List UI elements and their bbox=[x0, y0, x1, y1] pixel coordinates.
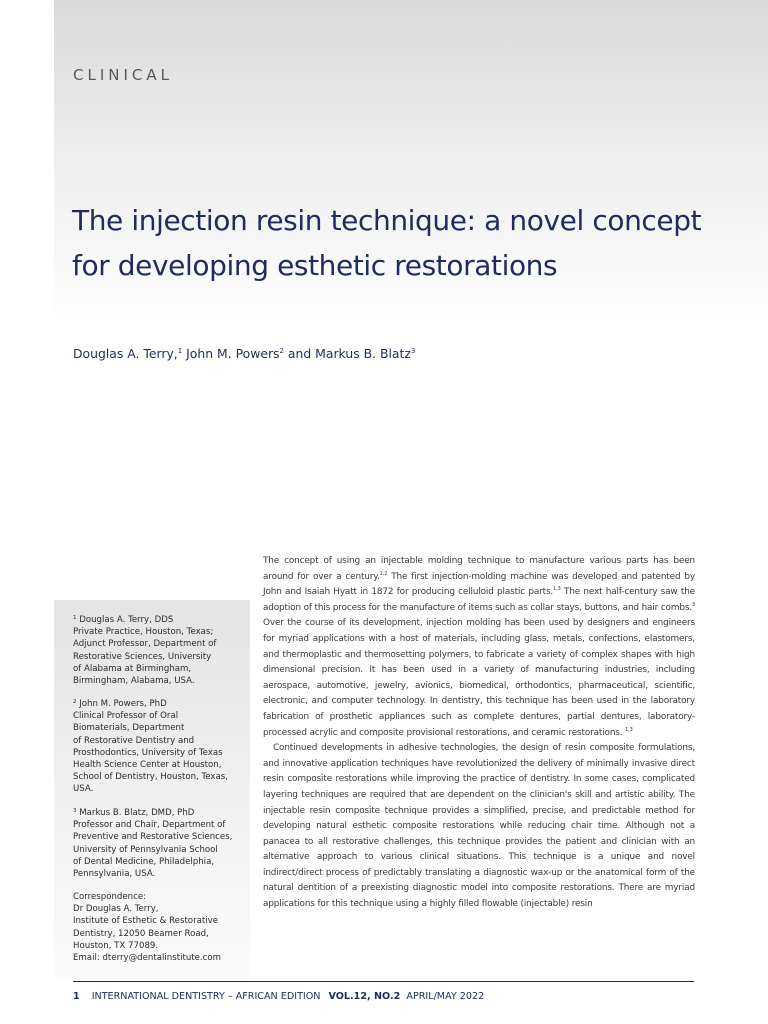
page-number: 1 bbox=[73, 991, 80, 1002]
affiliation-line: Professor and Chair, Department of bbox=[73, 820, 226, 831]
affiliation-line: Restorative Sciences, University bbox=[73, 651, 212, 662]
citation-marker: 1,3 bbox=[625, 726, 633, 733]
correspondence-line: Houston, TX 77089. bbox=[73, 940, 159, 951]
citation-marker: 1,3 bbox=[553, 586, 561, 593]
affiliation-line: Preventive and Restorative Sciences, bbox=[73, 832, 233, 843]
affiliation-line: of Restorative Dentistry and bbox=[73, 735, 195, 746]
body-text-run: The next half-century saw the adoption of this process for the manufacture of items such as collar stays, buttons, and hair combs. bbox=[263, 587, 695, 613]
article-title bbox=[72, 198, 712, 288]
author-name: and Markus B. Blatz bbox=[283, 346, 411, 361]
issue-date: APRIL/MAY 2022 bbox=[406, 991, 485, 1002]
body-text-run: The first injection-molding machine was developed and patented by John and Isaiah Hyatt in 1872 for producing celluloid plastic parts. bbox=[263, 571, 695, 598]
author-footnote-marker: 1 bbox=[177, 347, 183, 355]
body-paragraph-2: Continued developments in adhesive technologies, the design of resin composite formulations, and innovative application techniques have revolutionized the delivery of minimally invasive direct resin composite restorations while improving the practice of dentistry. In some cases, complicated layering techniques are required that are dependent on the clinician's skill and artistic ability. The injectable resin composite technique provides a simplified, precise, and predictable method for developing natural esthetic composite restorations while reducing chair time. Although not a panacea to all restorative challenges, this technique provides the patient and clinician with an alternative approach to various clinical situations. This technique is a unique and novel indirect/direct process of predictably translating a diagnostic wax-up or the anatomical form of the natural dentition of a preexisting diagnostic model into composite restorations. There are myriad applications for this technique using a highly filled flowable (injectable) resin bbox=[263, 743, 695, 910]
affiliation-line: University of Pennsylvania School bbox=[73, 844, 218, 855]
correspondence-block bbox=[73, 891, 245, 964]
body-text-run: The concept of using an injectable molding technique to manufacture various parts has been around for over a century. bbox=[263, 556, 695, 582]
affiliation-line: Clinical Professor of Oral bbox=[73, 711, 179, 722]
affiliation-line: Adjunct Professor, Department of bbox=[73, 639, 217, 650]
correspondence-email[interactable]: Email: dterry@dentalinstitute.com bbox=[73, 953, 222, 964]
affiliation-line: USA. bbox=[73, 784, 94, 795]
affiliation-marker: 1 bbox=[73, 615, 77, 621]
author-name: Douglas A. Terry, bbox=[73, 346, 178, 361]
section-label: CLINICAL bbox=[73, 66, 173, 84]
affiliation-line: Prosthodontics, University of Texas bbox=[73, 747, 223, 758]
affiliation-line: Markus B. Blatz, DMD, PhD bbox=[79, 808, 195, 818]
affiliation-line: John M. Powers, PhD bbox=[79, 699, 167, 709]
affiliation-1 bbox=[73, 612, 245, 687]
article-title-line-2: for developing esthetic restorations bbox=[72, 249, 558, 282]
affiliation-line: Birmingham, Alabama, USA. bbox=[73, 676, 195, 687]
affiliation-line: Private Practice, Houston, Texas; bbox=[73, 627, 214, 638]
correspondence-line: Dentistry, 12050 Beamer Road, bbox=[73, 928, 209, 939]
affiliation-line: Douglas A. Terry, DDS bbox=[79, 615, 174, 625]
footer-divider bbox=[73, 981, 694, 982]
correspondence-line: Institute of Esthetic & Restorative bbox=[73, 916, 218, 927]
affiliation-line: Pennsylvania, USA. bbox=[73, 869, 156, 880]
citation-marker: 3 bbox=[691, 601, 695, 608]
affiliation-marker: 3 bbox=[73, 808, 77, 814]
body-text-run: Over the course of its development, injection molding has been used by designers and engineers for myriad applications with a host of materials, including glass, metals, confections, elastomers, and thermoplastic and thermosetting polymers, to fabricate a variety of complex shapes with high dimensional precision. It has been used in a variety of manufacturing industries, including aerospace, automotive, jewelry, avionics, biomedical, orthodontics, pharmaceutical, scientific, electronic, and computer technology. In dentistry, this technique has been used in the laboratory fabrication of prosthetic appliances such as complete dentures, partial dentures, laboratory-processed acrylic and composite provisional restorations, and ceramic restorations. bbox=[263, 618, 695, 738]
author-footnote-marker: 2 bbox=[279, 347, 284, 355]
article-title-line-1: The injection resin technique: a novel concept bbox=[72, 204, 702, 237]
citation-marker: 1,2 bbox=[379, 570, 388, 577]
body-paragraph-1 bbox=[263, 554, 695, 741]
author-name: John M. Powers bbox=[182, 346, 280, 361]
affiliation-3 bbox=[73, 805, 245, 880]
affiliation-line: of Alabama at Birmingham, bbox=[73, 663, 192, 674]
affiliation-line: School of Dentistry, Houston, Texas, bbox=[73, 772, 228, 783]
affiliation-line: of Dental Medicine, Philadelphia, bbox=[73, 856, 215, 867]
affiliation-line: Health Science Center at Houston, bbox=[73, 760, 222, 771]
affiliation-2 bbox=[73, 696, 245, 796]
author-footnote-marker: 3 bbox=[410, 347, 416, 355]
author-list bbox=[73, 346, 415, 361]
journal-name: INTERNATIONAL DENTISTRY – AFRICAN EDITION bbox=[91, 991, 321, 1002]
volume-issue: VOL.12, NO.2 bbox=[328, 991, 401, 1002]
page-footer bbox=[73, 991, 484, 1002]
body-text bbox=[263, 554, 695, 913]
affiliation-line: Biomaterials, Department bbox=[73, 723, 185, 734]
correspondence-line: Dr Douglas A. Terry, bbox=[73, 904, 159, 915]
affiliation-marker: 2 bbox=[73, 699, 77, 705]
correspondence-line: Correspondence: bbox=[73, 892, 147, 902]
